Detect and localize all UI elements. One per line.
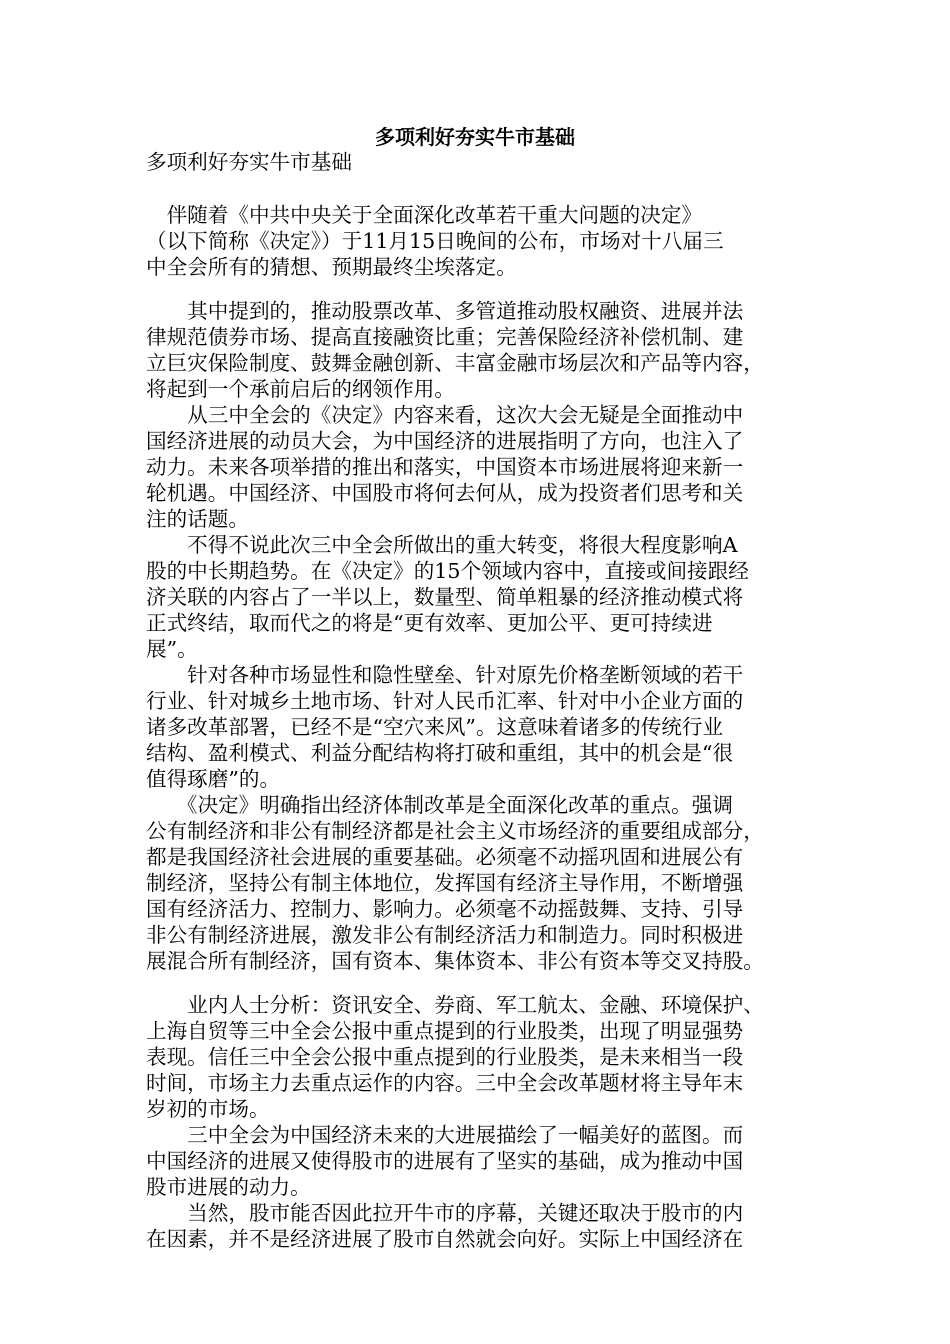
paragraph-line: 非公有制经济进展，激发非公有制经济活力和制造力。同时积极进	[146, 923, 744, 947]
paragraph-line: 针对各种市场显性和隐性壁垒、针对原先价格垄断领域的若干	[146, 663, 744, 687]
paragraph-line: 时间，市场主力去重点运作的内容。三中全会改革题材将主导年末	[146, 1071, 744, 1095]
paragraph-line: 岁初的市场。	[146, 1097, 270, 1121]
paragraph-line: 从三中全会的《决定》内容来看，这次大会无疑是全面推动中	[146, 403, 744, 427]
paragraph-line: 《决定》明确指出经济体制改革是全面深化改革的重点。强调	[146, 793, 733, 817]
paragraph-line: 伴随着《中共中央关于全面深化改革若干重大问题的决定》	[146, 203, 703, 227]
paragraph-line: 股的中长期趋势。在《决定》的15个领域内容中，直接或间接跟经	[146, 559, 749, 583]
paragraph-line: 动力。未来各项举措的推出和落实，中国资本市场进展将迎来新一	[146, 455, 744, 479]
paragraph-line: 注的话题。	[146, 507, 249, 531]
paragraph-line: 三中全会为中国经济未来的大进展描绘了一幅美好的蓝图。而	[146, 1123, 744, 1147]
paragraph-line: 中全会所有的猜想、预期最终尘埃落定。	[146, 255, 517, 279]
paragraph-line: 中国经济的进展又使得股市的进展有了坚实的基础，成为推动中国	[146, 1149, 744, 1173]
paragraph-line: 业内人士分析：资讯安全、券商、军工航太、金融、环境保护、	[146, 993, 764, 1017]
paragraph-line: 当然，股市能否因此拉开牛市的序幕，关键还取决于股市的内	[146, 1201, 744, 1225]
paragraph-line: （以下简称《决定》）于11月15日晚间的公布，市场对十八届三	[146, 229, 724, 253]
paragraph-line: 律规范债券市场、提高直接融资比重；完善保险经济补偿机制、建	[146, 325, 744, 349]
paragraph-line: 公有制经济和非公有制经济都是社会主义市场经济的重要组成部分，	[146, 819, 764, 843]
paragraph-line: 结构、盈利模式、利益分配结构将打破和重组，其中的机会是“很	[146, 741, 734, 765]
paragraph-line: 国经济进展的动员大会，为中国经济的进展指明了方向，也注入了	[146, 429, 744, 453]
paragraph-line: 制经济，坚持公有制主体地位，发挥国有经济主导作用，不断增强	[146, 871, 744, 895]
paragraph-line: 立巨灾保险制度、鼓舞金融创新、丰富金融市场层次和产品等内容，	[146, 351, 764, 375]
paragraph-line: 不得不说此次三中全会所做出的重大转变，将很大程度影响A	[146, 533, 738, 557]
paragraph-line: 展混合所有制经济，国有资本、集体资本、非公有资本等交叉持股。	[146, 949, 764, 973]
paragraph-line: 表现。信任三中全会公报中重点提到的行业股类，是未来相当一段	[146, 1045, 744, 1069]
paragraph-line: 正式终结，取而代之的将是“更有效率、更加公平、更可持续进	[146, 611, 713, 635]
paragraph-line: 值得琢磨”的。	[146, 767, 281, 791]
subtitle-line: 多项利好夯实牛市基础	[146, 150, 352, 174]
paragraph-line: 都是我国经济社会进展的重要基础。必须毫不动摇巩固和进展公有	[146, 845, 744, 869]
paragraph-line: 将起到一个承前启后的纲领作用。	[146, 377, 455, 401]
paragraph-line: 诸多改革部署，已经不是“空穴来风”。这意味着诸多的传统行业	[146, 715, 724, 739]
document-title: 多项利好夯实牛市基础	[375, 125, 575, 149]
paragraph-line: 展”。	[146, 637, 198, 661]
paragraph-line: 在因素，并不是经济进展了股市自然就会向好。实际上中国经济在	[146, 1227, 744, 1251]
paragraph-line: 其中提到的，推动股票改革、多管道推动股权融资、进展并法	[146, 299, 744, 323]
paragraph-line: 行业、针对城乡土地市场、针对人民币汇率、针对中小企业方面的	[146, 689, 744, 713]
paragraph-line: 上海自贸等三中全会公报中重点提到的行业股类，出现了明显强势	[146, 1019, 744, 1043]
paragraph-line: 国有经济活力、控制力、影响力。必须毫不动摇鼓舞、支持、引导	[146, 897, 744, 921]
paragraph-line: 股市进展的动力。	[146, 1175, 311, 1199]
paragraph-line: 轮机遇。中国经济、中国股市将何去何从，成为投资者们思考和关	[146, 481, 744, 505]
paragraph-line: 济关联的内容占了一半以上，数量型、简单粗暴的经济推动模式将	[146, 585, 744, 609]
